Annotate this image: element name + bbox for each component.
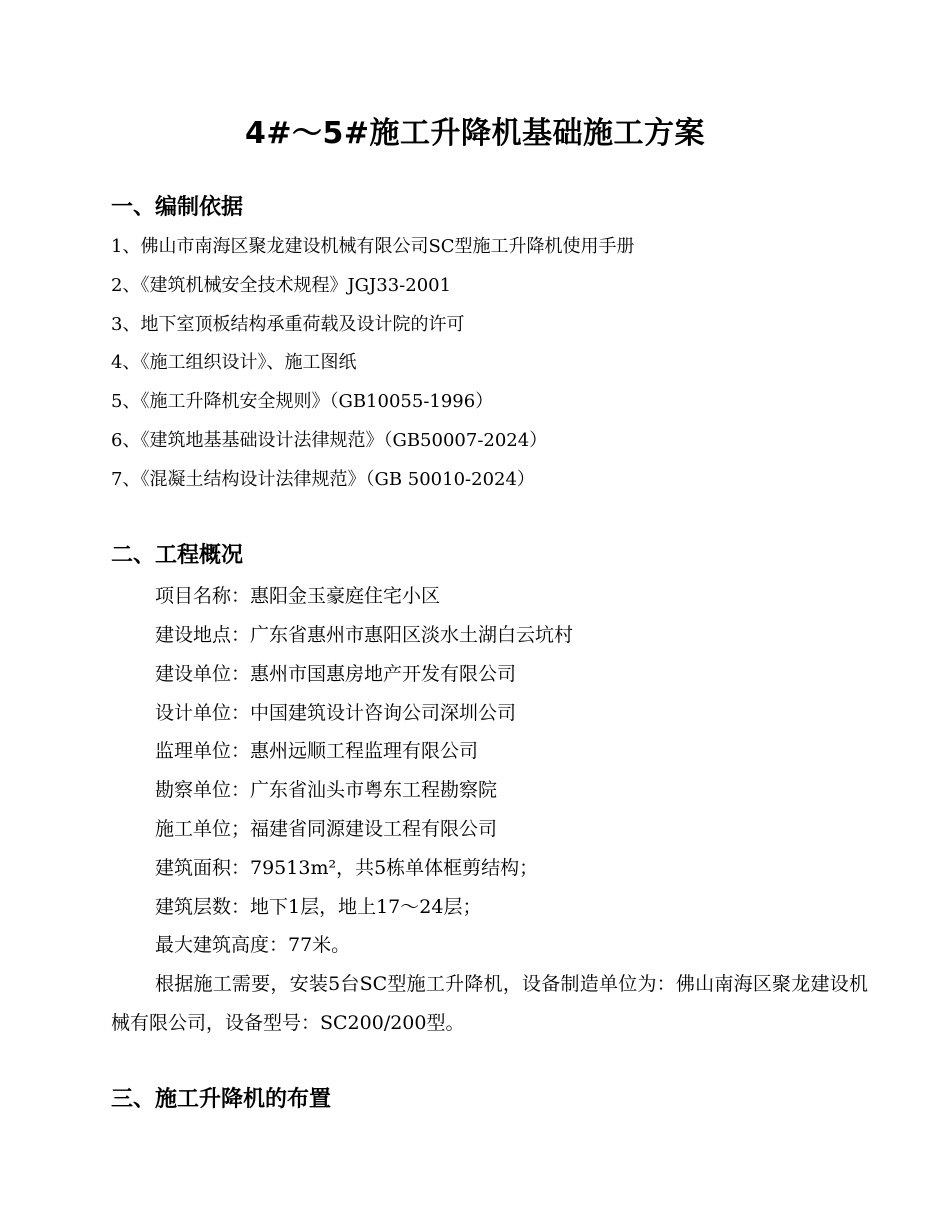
overview-max-height: 最大建筑高度：77米。 xyxy=(155,934,351,956)
section-heading-basis: 一、编制依据 xyxy=(111,195,244,220)
overview-floor-area: 建筑面积：79513m²，共5栋单体框剪结构； xyxy=(155,857,539,879)
overview-supervisor: 监理单位：惠州远顺工程监理有限公司 xyxy=(155,740,479,762)
overview-owner: 建设单位：惠州市国惠房地产开发有限公司 xyxy=(155,663,517,685)
section-heading-layout: 三、施工升降机的布置 xyxy=(111,1087,332,1112)
overview-contractor: 施工单位；福建省同源建设工程有限公司 xyxy=(155,818,498,840)
basis-item-3: 3、地下室顶板结构承重荷载及设计院的许可 xyxy=(111,314,465,335)
overview-paragraph: 根据施工需要，安装5台SC型施工升降机，设备制造单位为：佛山南海区聚龙建设机械有限公司，设备型号：SC200/200型。 xyxy=(111,973,868,1034)
overview-designer: 设计单位：中国建筑设计咨询公司深圳公司 xyxy=(155,702,517,724)
overview-location: 建设地点：广东省惠州市惠阳区淡水土湖白云坑村 xyxy=(155,624,574,646)
overview-surveyor: 勘察单位：广东省汕头市粤东工程勘察院 xyxy=(155,779,498,801)
section-heading-overview: 二、工程概况 xyxy=(111,543,244,568)
overview-project-name: 项目名称：惠阳金玉豪庭住宅小区 xyxy=(155,585,441,607)
basis-item-5: 5、《施工升降机安全规则》（GB10055-1996） xyxy=(111,391,494,412)
basis-item-7: 7、《混凝土结构设计法律规范》（GB 50010-2024） xyxy=(111,469,535,490)
basis-item-2: 2、《建筑机械安全技术规程》JGJ33-2001 xyxy=(111,275,452,296)
overview-floors: 建筑层数：地下1层，地上17～24层； xyxy=(155,896,482,918)
basis-item-6: 6、《建筑地基基础设计法律规范》（GB50007-2024） xyxy=(111,430,548,451)
basis-item-4: 4、《施工组织设计》、施工图纸 xyxy=(111,352,357,373)
document-title: 4#～5#施工升降机基础施工方案 xyxy=(244,116,706,151)
basis-item-1: 1、佛山市南海区聚龙建设机械有限公司SC型施工升降机使用手册 xyxy=(111,236,635,257)
